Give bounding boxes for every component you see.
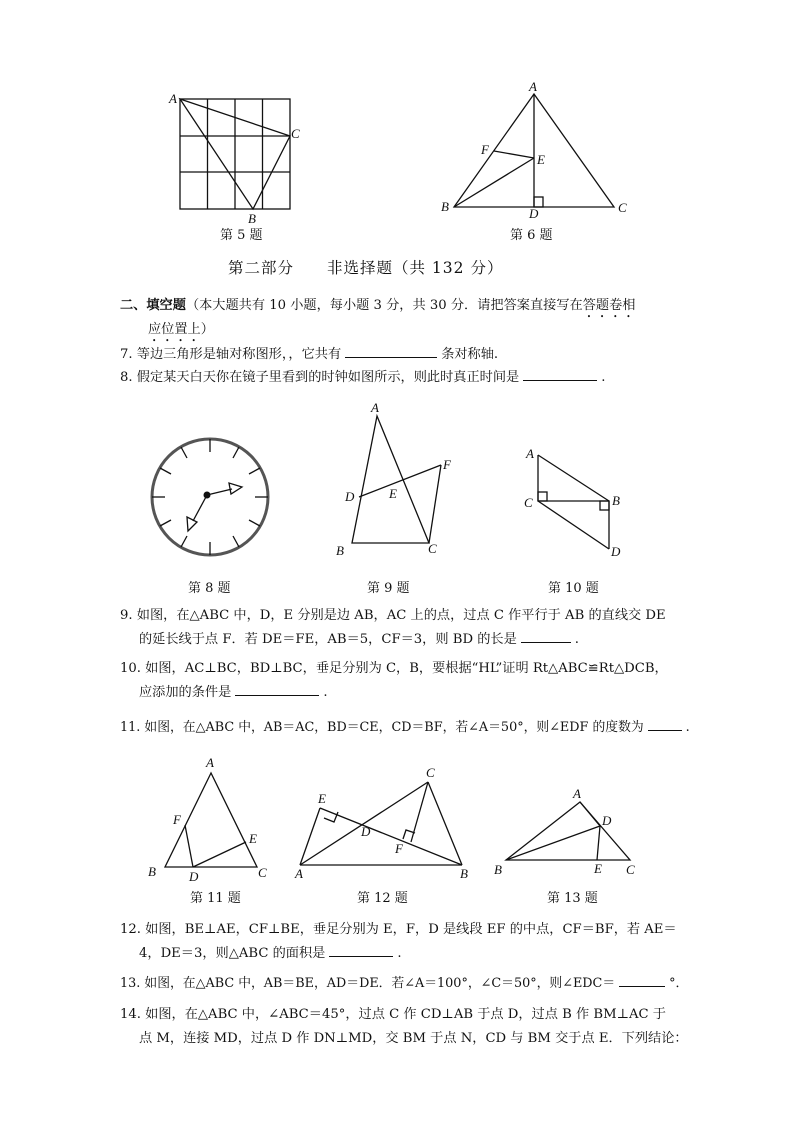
fig6-label-d: D [529,206,539,221]
fig9-label-a: A [371,400,379,415]
q12-text: 4，DE＝3，则△ABC 的面积是 [139,946,326,961]
fig13-label-d: D [602,813,612,828]
fig12-label-a: A [295,866,303,881]
question-8 [120,366,605,390]
fig9-label-c: C [428,541,437,556]
fig13-drawing [506,802,630,860]
question-13 [120,972,688,996]
question-14-line2: 点 M，连接 MD，过点 D 作 DN⊥MD，交 BM 于点 N，CD 与 BM 交于点 E．下列结论： [139,1031,688,1046]
q12-text-end: . [397,946,402,961]
fig11-label-e: E [249,831,257,846]
question-14-line1: 14. 如图，在△ABC 中，∠ABC＝45°，过点 C 作 CD⊥AB 于点 D，过点 B 作 BM⊥AC 于 [120,1007,666,1022]
question-12-line1: 12. 如图，BE⊥AE，CF⊥BE，垂足分别为 E，F，D 是线段 EF 的中点，CF＝BF，若 AE＝ [120,922,677,937]
fig10-label-c: C [524,495,533,510]
q8-answer-blank[interactable] [523,366,597,381]
section-instruction-line2 [148,318,214,345]
q7-text: 7. 等边三角形是轴对称图形，，它共有 [120,347,342,362]
fig11-caption: 第 11 题 [190,891,241,906]
question-11 [120,716,690,740]
fig5-caption: 第 5 题 [220,228,263,243]
fig10-label-a: A [526,446,534,461]
q12-answer-blank[interactable] [329,942,393,957]
fig12-label-e: E [318,791,326,806]
fig10-caption: 第 10 题 [548,581,599,596]
fig12-label-c: C [426,765,435,780]
q8-text: 8. 假定某天白天你在镜子里看到的时钟如图所示，则此时真正时间是 [120,370,520,385]
fig6-label-b: B [441,199,449,214]
fig11-label-a: A [206,755,214,770]
fig12-label-b: B [460,866,468,881]
fig9-label-b: B [336,543,344,558]
question-10-line1: 10. 如图，AC⊥BC，BD⊥BC，垂足分别为 C，B，要根据“HL”证明 Rt△ABC≌Rt△DCB， [120,661,668,676]
q10-text: 应添加的条件是 [139,685,232,700]
fig5-label-c: C [291,126,300,141]
q11-text-end: . [685,720,690,735]
fig13-label-b: B [494,862,502,877]
q13-answer-blank[interactable] [619,972,665,987]
fig12-label-d: D [361,824,371,839]
fig10-drawing [538,455,609,549]
question-10-line2 [139,681,328,705]
fig10-label-b: B [612,493,620,508]
question-9-line1: 9. 如图，在△ABC 中，D，E 分别是边 AB，AC 上的点，过点 C 作平行于 AB 的直线交 DE [120,608,666,623]
fig8-caption: 第 8 题 [188,581,231,596]
q9-text-end: . [574,632,579,647]
fig6-label-c: C [618,200,627,215]
fig9-drawing [352,416,441,543]
fig10-label-d: D [611,544,621,559]
fig5-label-b: B [248,211,256,226]
fig6-caption: 第 6 题 [510,228,553,243]
q13-text-end: °． [669,976,689,991]
fig11-label-f: F [173,812,181,827]
q7-answer-blank[interactable] [345,343,437,358]
fig5-drawing [180,99,290,209]
q11-text: 11. 如图，在△ABC 中，AB＝AC，BD＝CE，CD＝BF，若∠A＝50°，则∠EDF 的度数为 [120,720,644,735]
section-instruction [120,294,635,321]
fig13-label-e: E [594,861,602,876]
fig6-label-e: E [537,152,545,167]
question-12-line2 [139,942,402,966]
fig13-label-a: A [573,786,581,801]
fig12-caption: 第 12 题 [357,891,408,906]
q11-answer-blank[interactable] [648,716,682,731]
section-instruction-emphasis-2: 应位置上 [148,322,201,337]
fig6-drawing [454,94,614,207]
fig12-label-f: F [395,841,403,856]
q9-answer-blank[interactable] [521,628,571,643]
part-title: 第二部分 非选择题（共 132 分） [228,259,504,277]
fig6-label-f: F [481,142,489,157]
q9-text: 的延长线于点 F．若 DE＝FE，AB＝5，CF＝3，则 BD 的长是 [139,632,517,647]
fig6-label-a: A [529,79,537,94]
fig9-label-e: E [389,486,397,501]
fig8-clock [152,439,268,555]
q8-text-end: . [601,370,606,385]
question-9-line2 [139,628,579,652]
q7-text-end: 条对称轴. [441,347,499,362]
q13-text: 13. 如图，在△ABC 中，AB＝BE，AD＝DE．若∠A＝100°，∠C＝50°，则∠EDC＝ [120,976,616,991]
section-instruction-text: （本大题共有 10 小题，每小题 3 分，共 30 分．请把答案直接写在 [185,298,583,313]
section-instruction-emphasis: 答题卷相 [582,298,636,313]
fig13-label-c: C [626,862,635,877]
section-heading: 二、填空题 [120,298,186,313]
fig9-label-d: D [345,489,355,504]
fig11-label-b: B [148,864,156,879]
section-instruction-close: ） [200,322,214,337]
fig5-label-a: A [169,91,177,106]
fig13-caption: 第 13 题 [547,891,598,906]
q10-answer-blank[interactable] [235,681,319,696]
fig11-label-c: C [258,865,267,880]
q10-text-end: . [323,685,328,700]
question-7 [120,343,498,367]
fig11-label-d: D [189,869,199,884]
fig9-label-f: F [443,457,451,472]
fig9-caption: 第 9 题 [367,581,410,596]
